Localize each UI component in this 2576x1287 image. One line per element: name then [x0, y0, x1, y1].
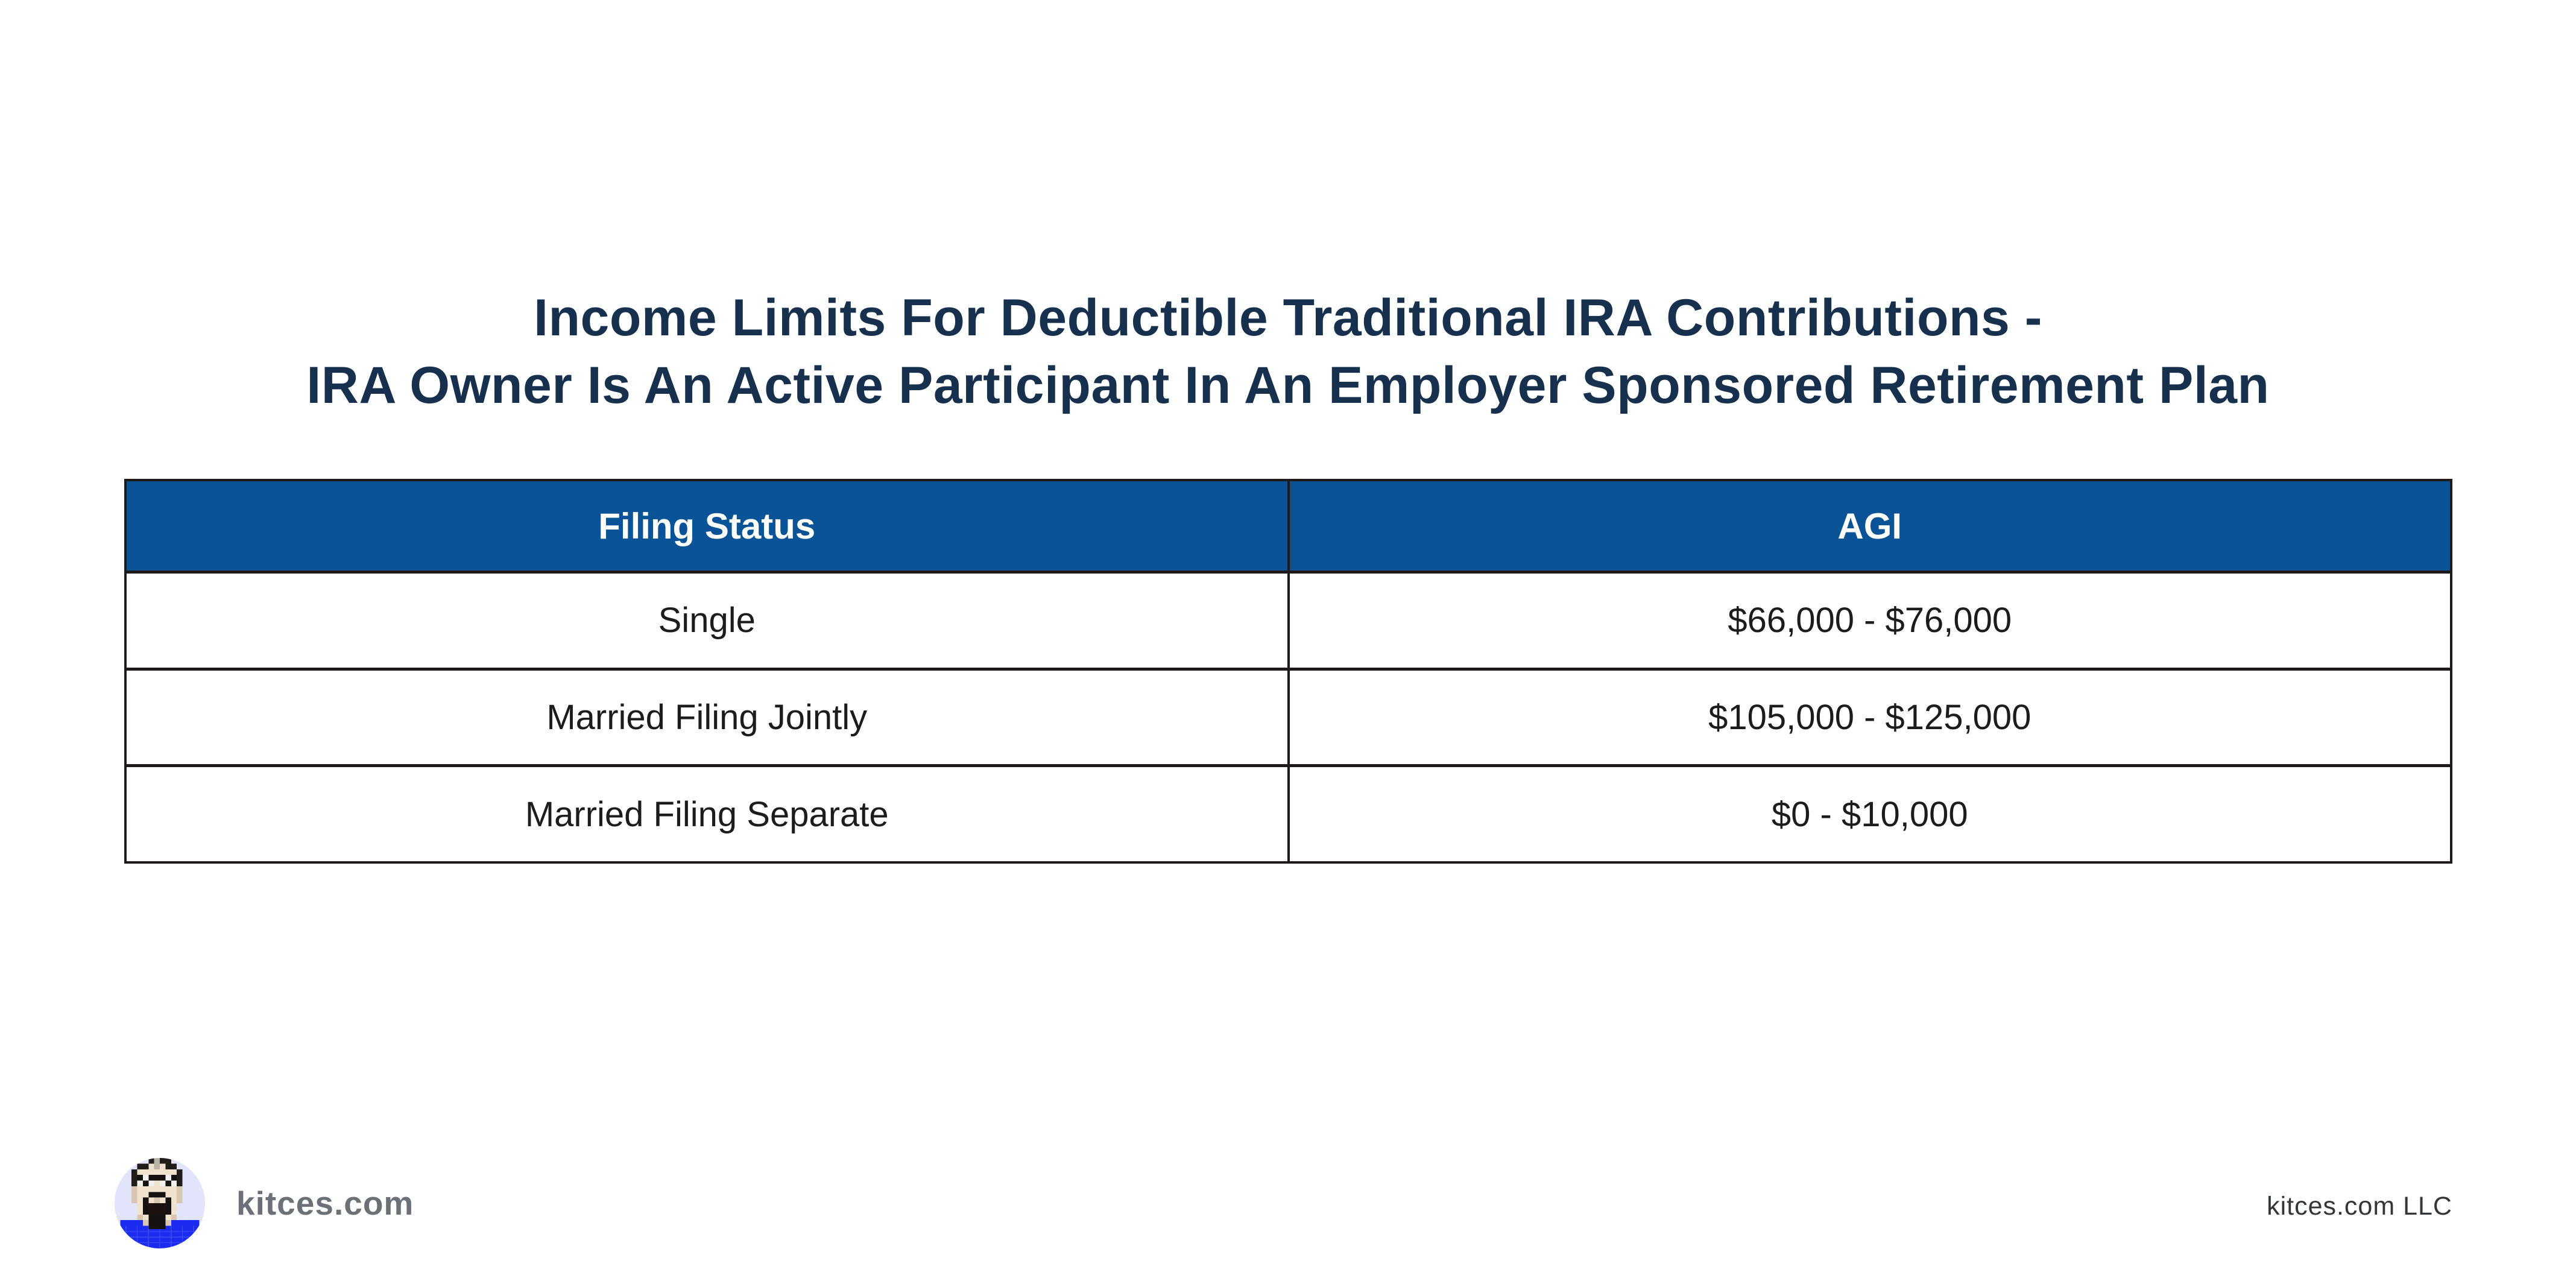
kitces-avatar-icon [115, 1158, 205, 1248]
title-line-2: IRA Owner Is An Active Participant In An Employer Sponsored Retirement Plan [306, 356, 2270, 414]
column-header-filing-status: Filing Status [127, 481, 1287, 571]
table-cell-agi-married-jointly: $105,000 - $125,000 [1290, 671, 2451, 765]
attribution-text: kitces.com LLC [2267, 1192, 2452, 1221]
title-line-1: Income Limits For Deductible Traditional IRA Contributions - [534, 289, 2042, 347]
brand-name: kitces.com [236, 1184, 414, 1222]
column-header-agi: AGI [1290, 481, 2451, 571]
table-cell-filing-status-married-jointly: Married Filing Jointly [127, 671, 1287, 765]
page-title [0, 284, 2576, 419]
brand-lockup [115, 1158, 414, 1248]
table-cell-agi-single: $66,000 - $76,000 [1290, 574, 2451, 668]
table-cell-filing-status-married-separate: Married Filing Separate [127, 767, 1287, 861]
table-cell-agi-married-separate: $0 - $10,000 [1290, 767, 2451, 861]
table-cell-filing-status-single: Single [127, 574, 1287, 668]
ira-income-limits-table [124, 479, 2452, 864]
